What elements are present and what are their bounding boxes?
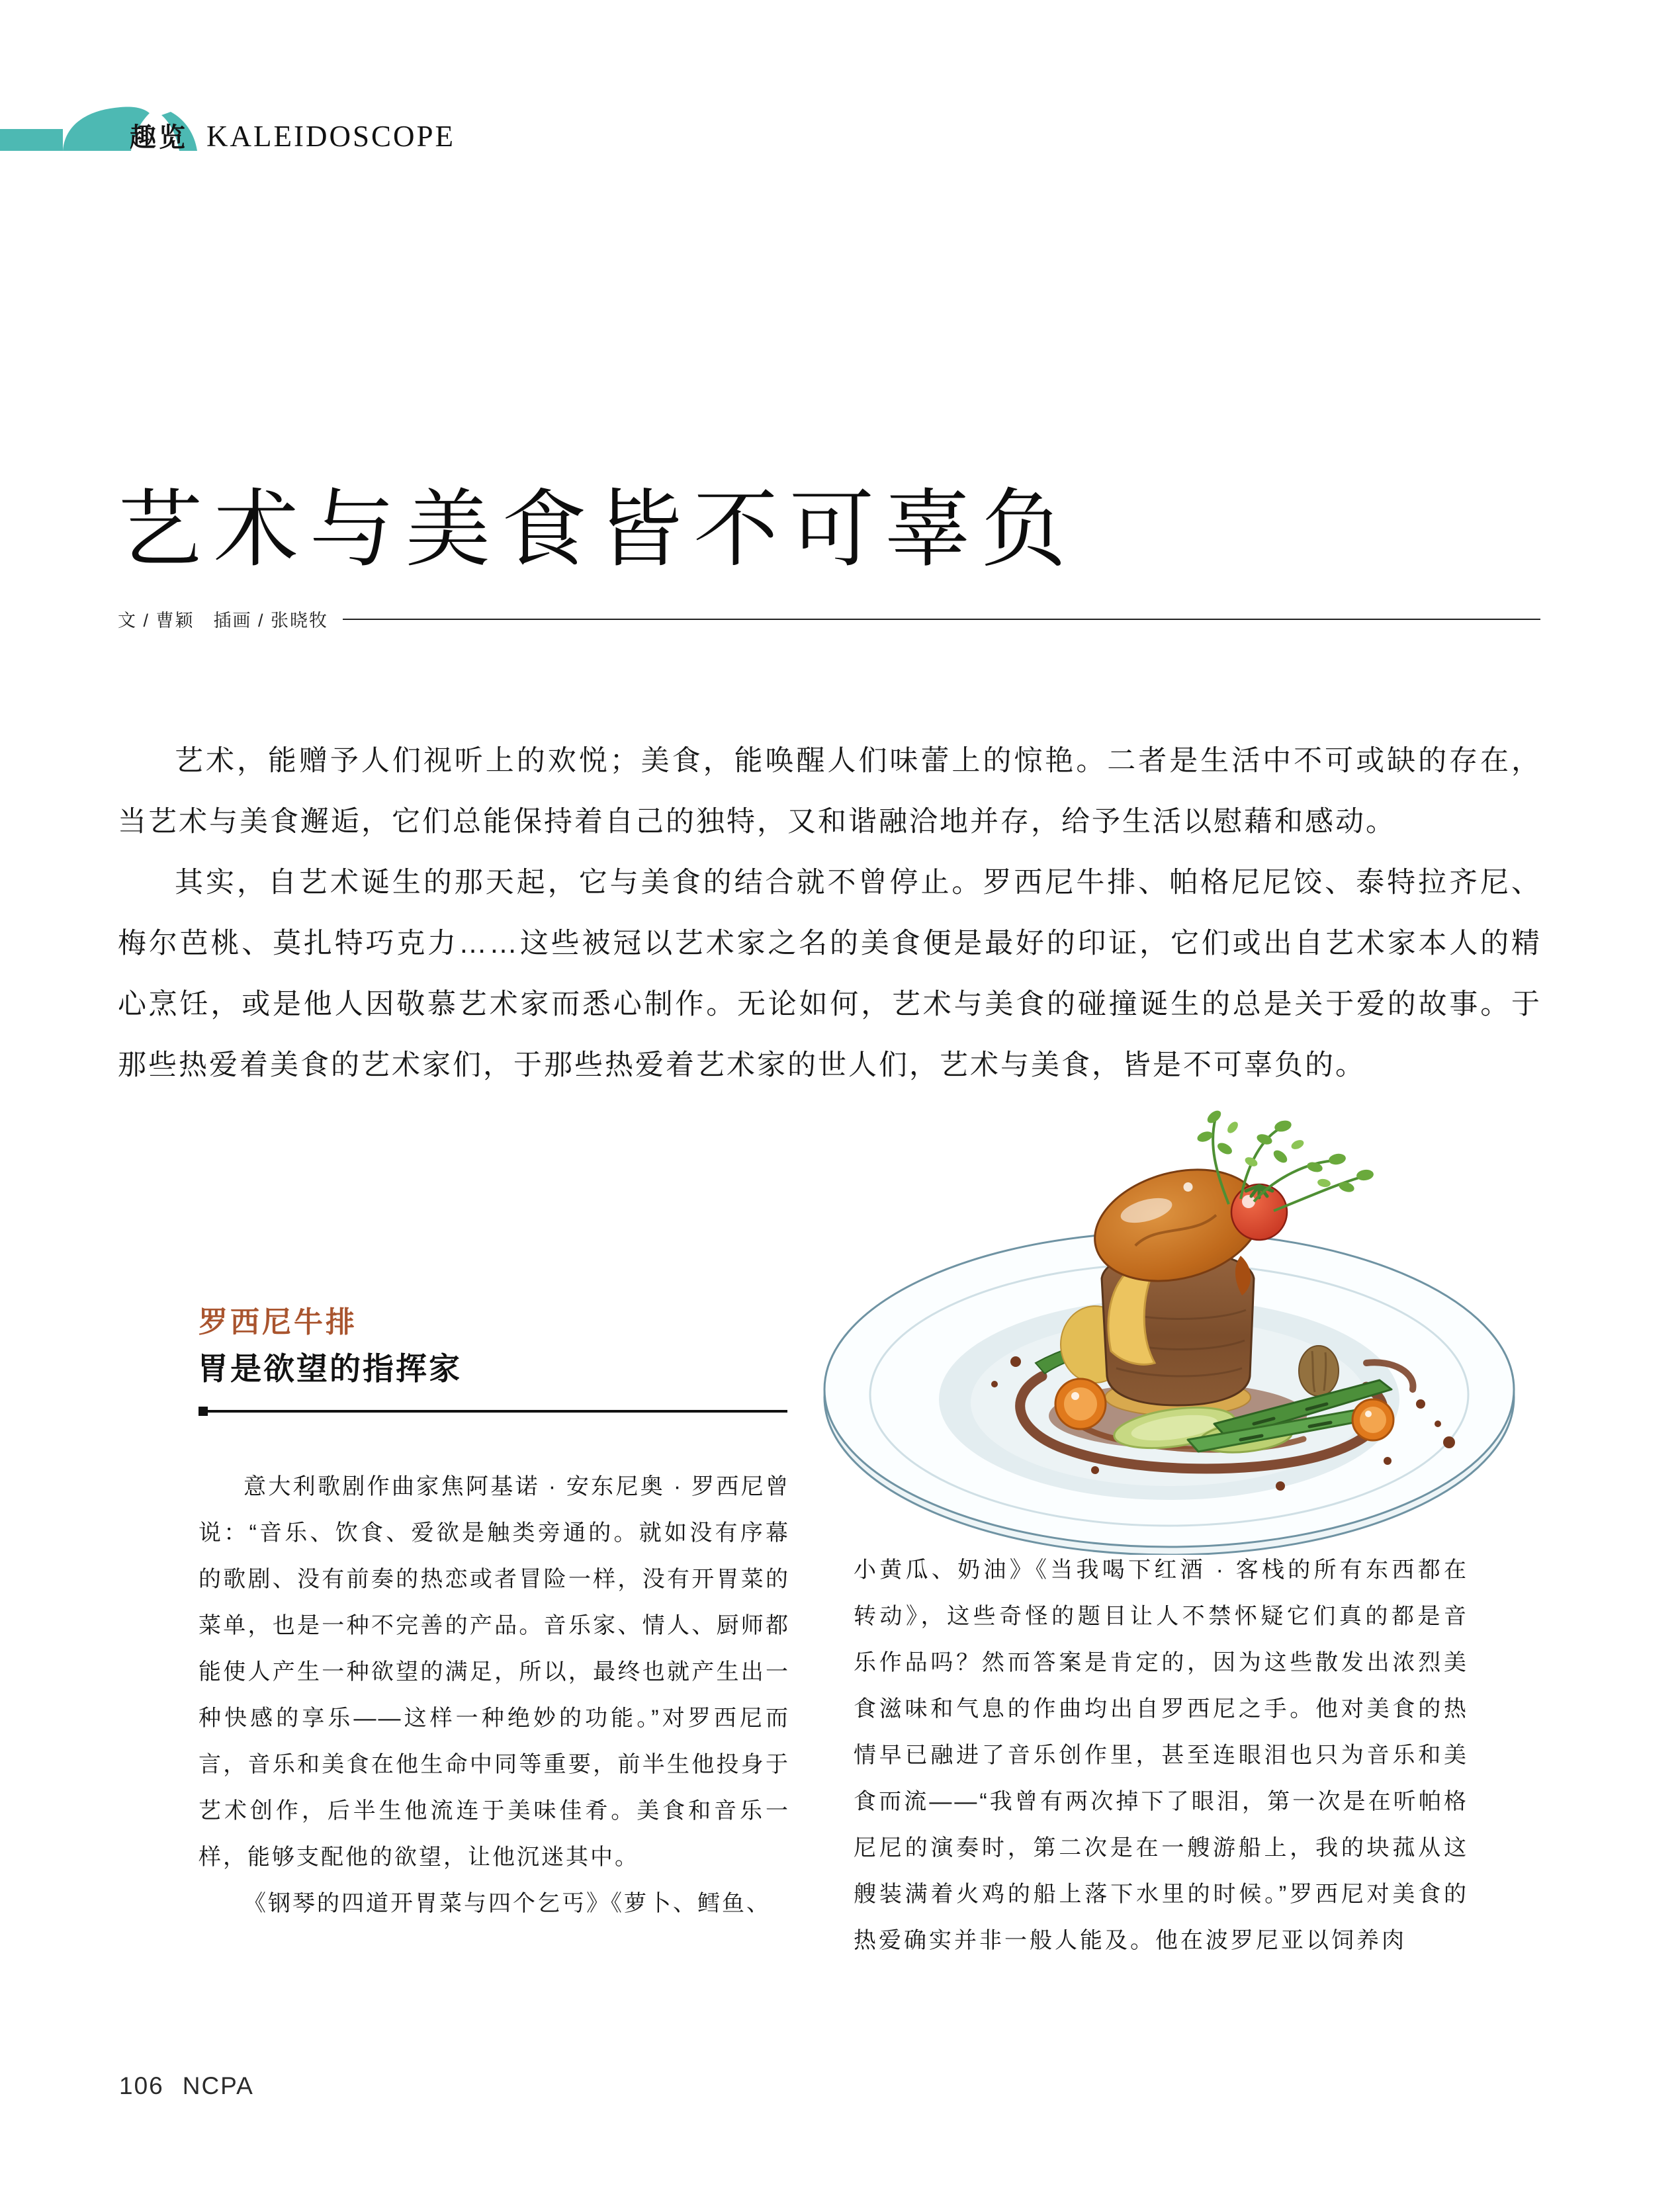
intro-block: [118, 730, 1542, 1096]
masthead-title: KALEIDOSCOPE: [206, 120, 456, 153]
cherry-tomato: [1231, 1184, 1287, 1240]
masthead-badge: 趣览: [130, 123, 188, 152]
page-footer: [119, 2072, 254, 2100]
section-heading: 胃是欲望的指挥家: [197, 1351, 462, 1386]
magazine-name: NCPA: [182, 2072, 254, 2099]
section-rule: [199, 1407, 787, 1416]
intro-paragraph: 其实，自艺术诞生的那天起，它与美食的结合就不曾停止。罗西尼牛排、帕格尼尼饺、泰特拉齐尼、梅尔芭桃、莫扎特巧克力……这些被冠以艺术家之名的美食便是最好的印证，它们或出自艺术家本人的精心烹饪，或是他人因敬慕艺术家而悉心制作。无论如何，艺术与美食的碰撞诞生的总是关于爱的故事。于那些热爱着美食的艺术家们，于那些热爱着艺术家的世人们，艺术与美食，皆是不可辜负的。: [118, 867, 1542, 1081]
byline-rule: [343, 619, 1540, 620]
rule-line: [208, 1410, 787, 1413]
body-paragraph: 小黄瓜、奶油》《当我喝下红酒 · 客栈的所有东西都在转动》，这些奇怪的题目让人不禁怀疑它们真的都是音乐作品吗？然而答案是肯定的，因为这些散发出浓烈美食滋味和气息的作曲均出自罗西尼之手。他对美食的热情早已融进了音乐创作里，甚至连眼泪也只为音乐和美食而流——“我曾有两次掉下了眼泪，第一次是在听帕格尼尼的演奏时，第二次是在一艘游船上，我的块菰从这艘装满着火鸡的船上落下水里的时候。”罗西尼对美食的热爱确实并非一般人能及。他在波罗尼亚以饲养肉: [854, 1557, 1469, 1953]
steak-plate-drawing: [817, 1098, 1519, 1555]
page-number: 106: [119, 2072, 164, 2099]
page-title: 艺术与美食皆不可辜负: [118, 482, 1078, 577]
left-column: [199, 1464, 790, 1927]
right-column: [854, 1547, 1469, 1964]
byline: 文 / 曹颖 插画 / 张晓牧: [118, 611, 329, 631]
body-paragraph: 意大利歌剧作曲家焦阿基诺 · 安东尼奥 · 罗西尼曾说：“音乐、饮食、爱欲是触类旁通的。就如没有序幕的歌剧、没有前奏的热恋或者冒险一样，没有开胃菜的菜单，也是一种不完善的产品。音乐家、情人、厨师都能使人产生一种欲望的满足，所以，最终也就产生出一种快感的享乐——这样一种绝妙的功能。”对罗西尼而言，音乐和美食在他生命中同等重要，前半生他投身于艺术创作，后半生他流连于美味佳肴。美食和音乐一样，能够支配他的欲望，让他沉迷其中。: [199, 1474, 790, 1870]
rule-square: [199, 1407, 208, 1416]
intro-paragraph: 艺术，能赠予人们视听上的欢悦；美食，能唤醒人们味蕾上的惊艳。二者是生活中不可或缺的存在，当艺术与美食邂逅，它们总能保持着自己的独特，又和谐融洽地并存，给予生活以慰藉和感动。: [118, 745, 1542, 838]
rossini-steak-illustration: [817, 1098, 1519, 1555]
byline-row: [118, 606, 1540, 632]
section-kicker: 罗西尼牛排: [199, 1306, 357, 1338]
body-paragraph: 《钢琴的四道开胃菜与四个乞丐》《萝卜、鳕鱼、: [243, 1891, 771, 1916]
